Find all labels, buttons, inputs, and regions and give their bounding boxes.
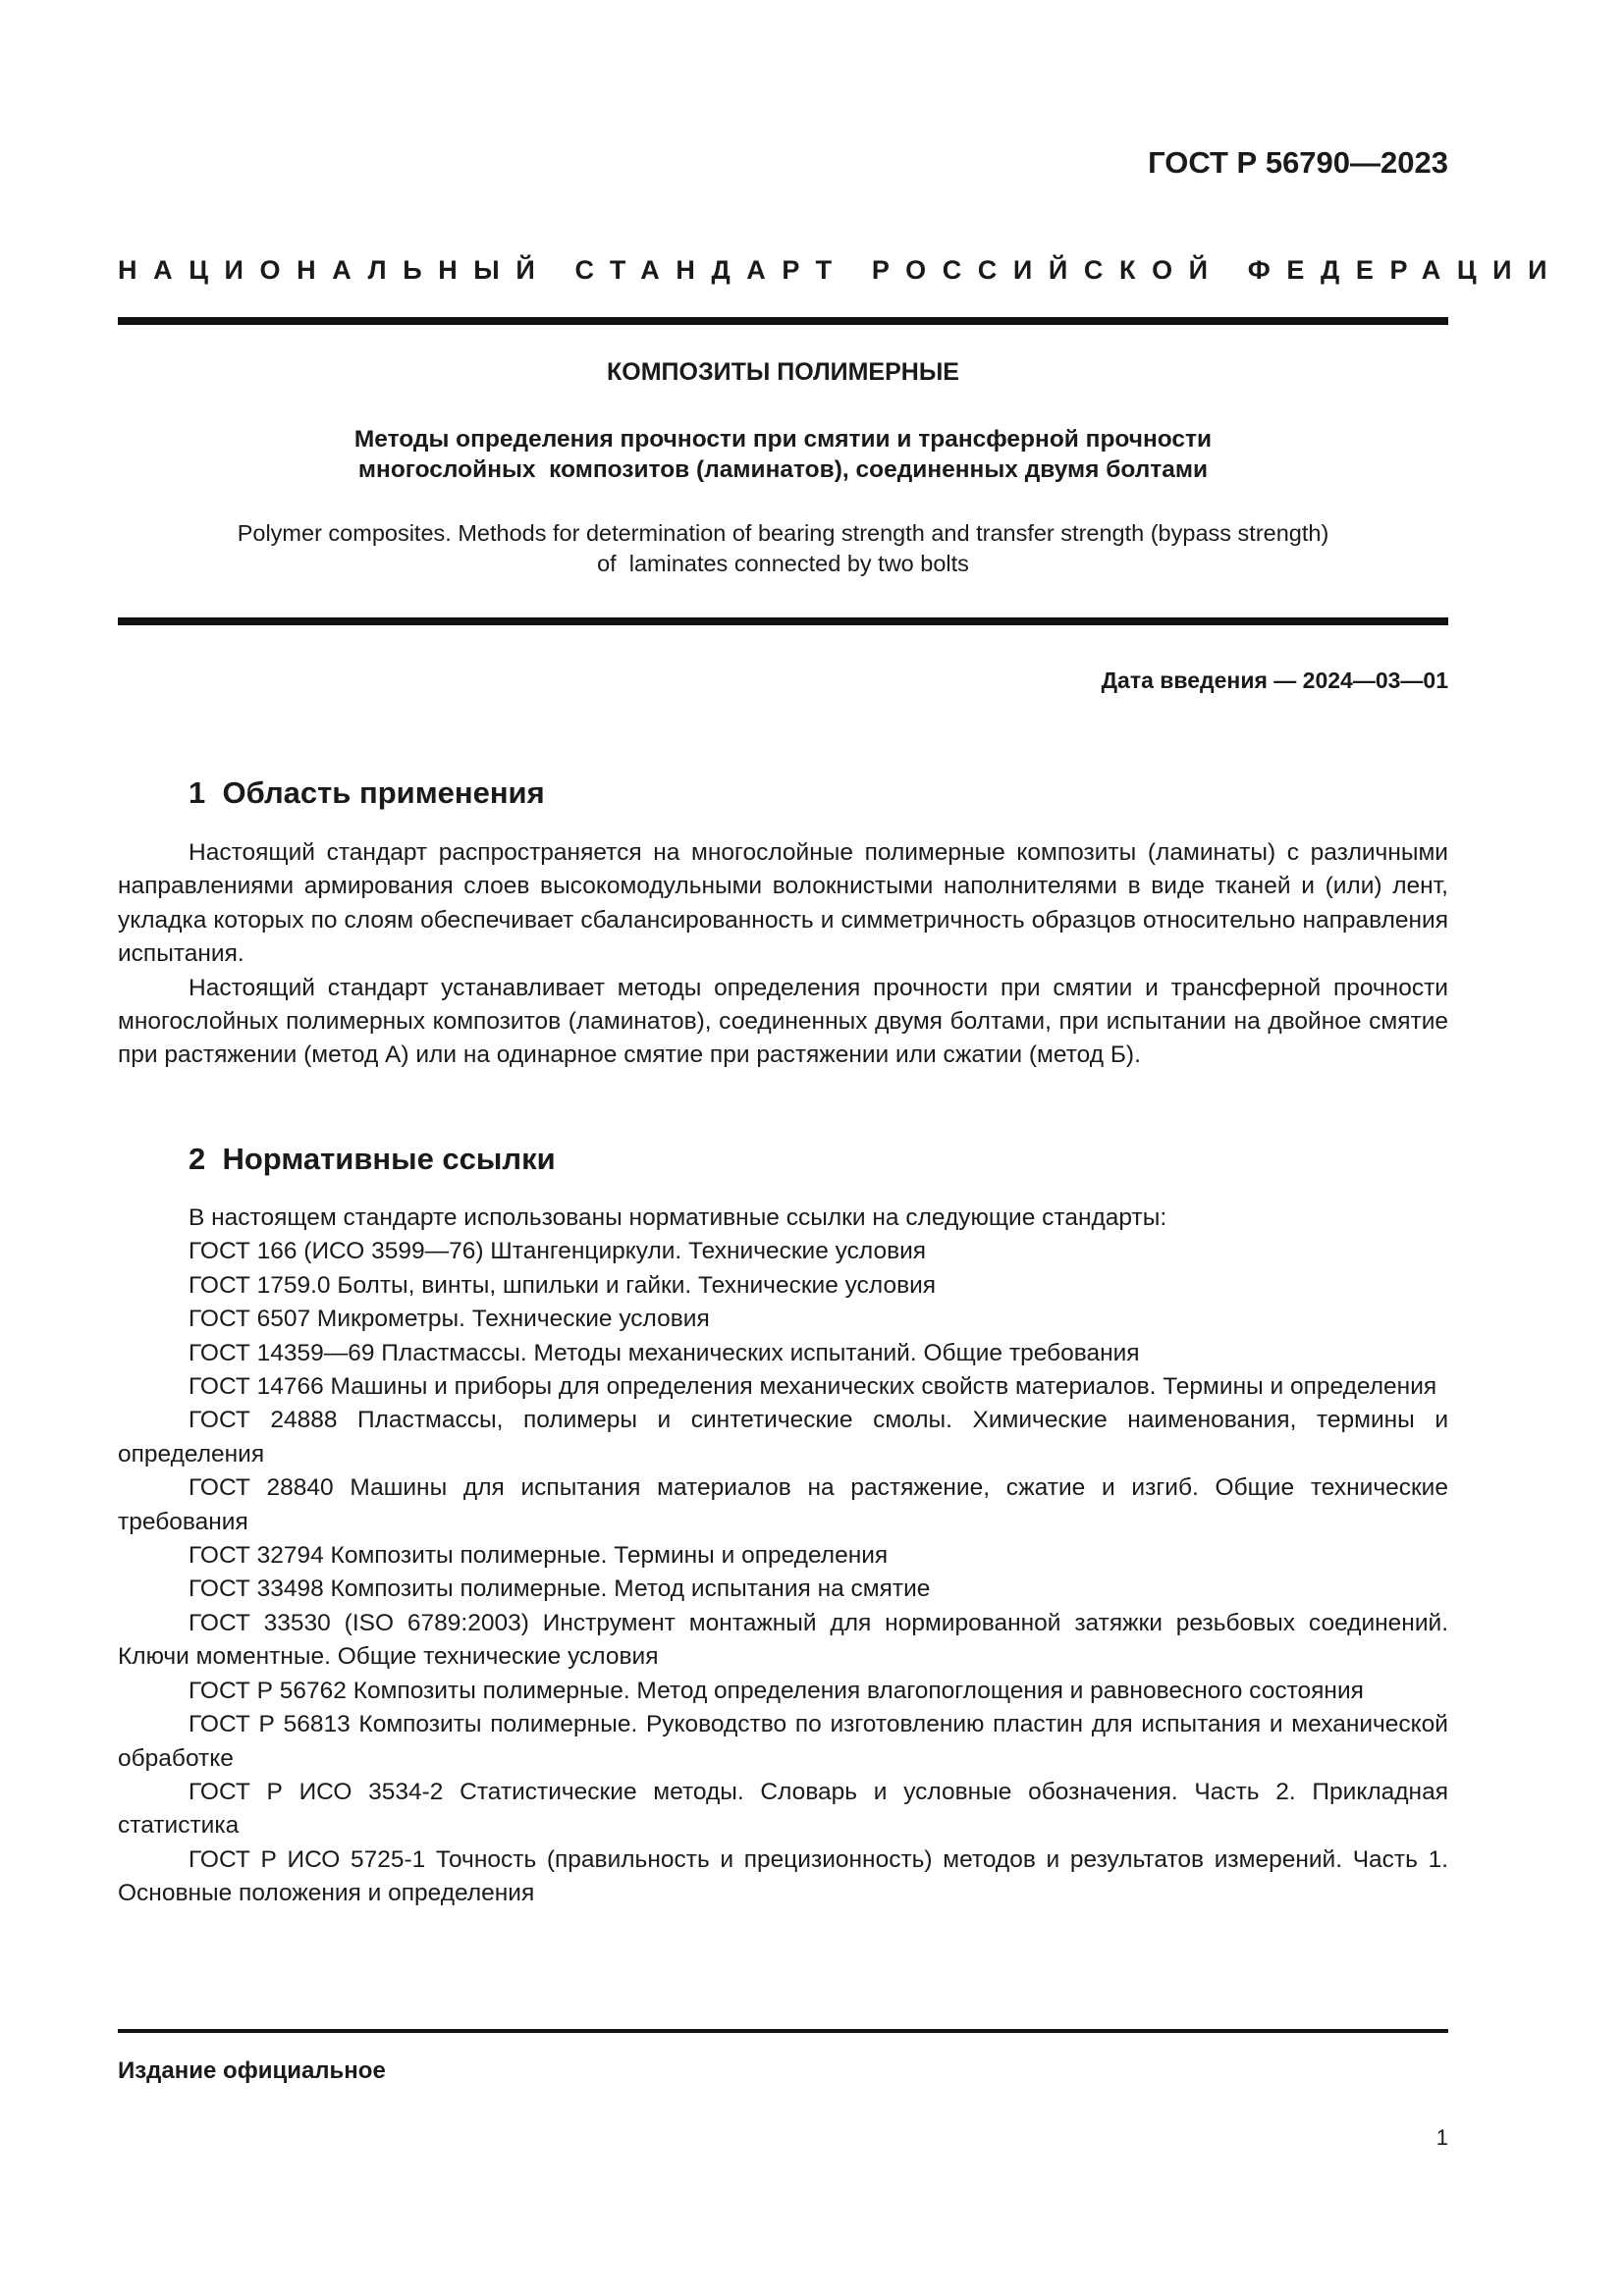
reference-item (118, 1471, 1448, 1539)
reference-item (118, 1708, 1448, 1776)
standard-subtitle (118, 424, 1448, 485)
national-standard-banner: НАЦИОНАЛЬНЫЙ СТАНДАРТ РОССИЙСКОЙ ФЕДЕРАЦИИ (118, 255, 1564, 285)
reference-title: Машины для испытания материалов на растяжение, сжатие и изгиб. Общие технические требования (118, 1474, 1448, 1535)
reference-title: Болты, винты, шпильки и гайки. Технические условия (337, 1271, 937, 1299)
reference-code: ГОСТ 1759.0 (189, 1271, 331, 1299)
reference-title: Точность (правильность и прецизионность) методов и результатов измерений. Часть 1. Основные положения и определения (118, 1845, 1448, 1907)
subtitle-line-2: многослойных композитов (ламинатов), соединенных двумя болтами (357, 456, 1209, 483)
reference-title: Композиты полимерные. Руководство по изготовлению пластин для испытания и механической обработке (118, 1711, 1448, 1772)
reference-item (118, 1303, 1448, 1336)
standard-title: КОМПОЗИТЫ ПОЛИМЕРНЫЕ (607, 358, 959, 386)
reference-title: Пластмассы, полимеры и синтетические смолы. Химические наименования, термины и определения (118, 1407, 1449, 1468)
section-heading-normative-references: 2 Нормативные ссылки (189, 1142, 556, 1176)
references-intro: В настоящем стандарте использованы нормативные ссылки на следующие стандарты: (189, 1204, 1167, 1231)
reference-item (118, 1607, 1448, 1675)
reference-item (118, 1843, 1448, 1911)
introduction-date: Дата введения — 2024—03—01 (1101, 667, 1448, 693)
official-edition-label: Издание официальное (118, 2057, 386, 2084)
divider-bottom (118, 2029, 1448, 2033)
scope-paragraph-2: Настоящий стандарт устанавливает методы определения прочности при смятии и трансферной прочности многослойных полимерных композитов (ламинатов), соединенных двумя болтами, при испытании на двойное смятие при растяжении (метод А) или на одинарное смятие при растяжении или сжатии (метод Б). (118, 974, 1448, 1069)
english-title-line-1: Polymer composites. Methods for determination of bearing strength and transfer strength (bypass strength) (237, 520, 1329, 546)
reference-code: ГОСТ 14359—69 (189, 1339, 375, 1366)
reference-code: ГОСТ 28840 (189, 1474, 334, 1502)
section-heading-scope: 1 Область применения (189, 775, 545, 810)
reference-title: Микрометры. Технические условия (316, 1306, 710, 1333)
reference-item (118, 1235, 1448, 1268)
normative-references-list (118, 1201, 1448, 1911)
reference-code: ГОСТ 166 (ИСО 3599—76) (189, 1238, 484, 1265)
reference-code: ГОСТ 33498 (189, 1575, 324, 1603)
reference-item (118, 1675, 1448, 1708)
reference-item (118, 1269, 1448, 1303)
reference-item (118, 1370, 1448, 1404)
reference-item (118, 1404, 1448, 1471)
reference-code: ГОСТ Р ИСО 5725-1 (189, 1845, 426, 1873)
english-title-line-2: of laminates connected by two bolts (597, 551, 969, 576)
reference-code: ГОСТ Р 56813 (189, 1711, 351, 1738)
section-scope-body (118, 836, 1448, 1073)
reference-item (118, 1573, 1448, 1606)
divider-top (118, 317, 1448, 325)
reference-title: Машины и приборы для определения механических свойств материалов. Термины и определения (330, 1373, 1437, 1401)
reference-title: Статистические методы. Словарь и условные обозначения. Часть 2. Прикладная статистика (118, 1778, 1448, 1840)
reference-item (118, 1776, 1448, 1843)
reference-code: ГОСТ 33530 (ISO 6789:2003) (189, 1609, 529, 1636)
reference-code: ГОСТ 32794 (189, 1542, 324, 1570)
scope-paragraph-1: Настоящий стандарт распространяется на многослойные полимерные композиты (ламинаты) с различными направлениями армирования слоев высокомодульными волокнистыми наполнителями в виде тканей и (или) лент, укладка которых по слоям обеспечивает сбалансированность и симметричность образцов относительно направления испытания. (118, 839, 1448, 968)
reference-title: Композиты полимерные. Метод определения влагопоглощения и равновесного состояния (352, 1677, 1364, 1704)
reference-title: Пластмассы. Методы механических испытаний. Общие требования (381, 1339, 1140, 1366)
reference-item (118, 1337, 1448, 1370)
page-number: 1 (1435, 2125, 1448, 2150)
reference-item (118, 1539, 1448, 1573)
document-page (118, 0, 1564, 2296)
reference-code: ГОСТ Р 56762 (189, 1677, 347, 1704)
reference-title: Инструмент монтажный для нормированной затяжки резьбовых соединений. Ключи моментные. Общие технические условия (118, 1609, 1448, 1671)
reference-code: ГОСТ Р ИСО 3534-2 (189, 1778, 444, 1805)
subtitle-line-1: Методы определения прочности при смятии и трансферной прочности (353, 426, 1213, 453)
document-id: ГОСТ Р 56790—2023 (1148, 145, 1448, 180)
reference-code: ГОСТ 14766 (189, 1373, 324, 1401)
reference-title: Композиты полимерные. Метод испытания на смятие (330, 1575, 931, 1603)
reference-title: Композиты полимерные. Термины и определения (330, 1542, 889, 1570)
reference-code: ГОСТ 6507 (189, 1306, 311, 1333)
reference-title: Штангенциркули. Технические условия (490, 1238, 927, 1265)
divider-middle (118, 617, 1448, 625)
reference-code: ГОСТ 24888 (189, 1407, 338, 1434)
english-title (118, 518, 1448, 579)
